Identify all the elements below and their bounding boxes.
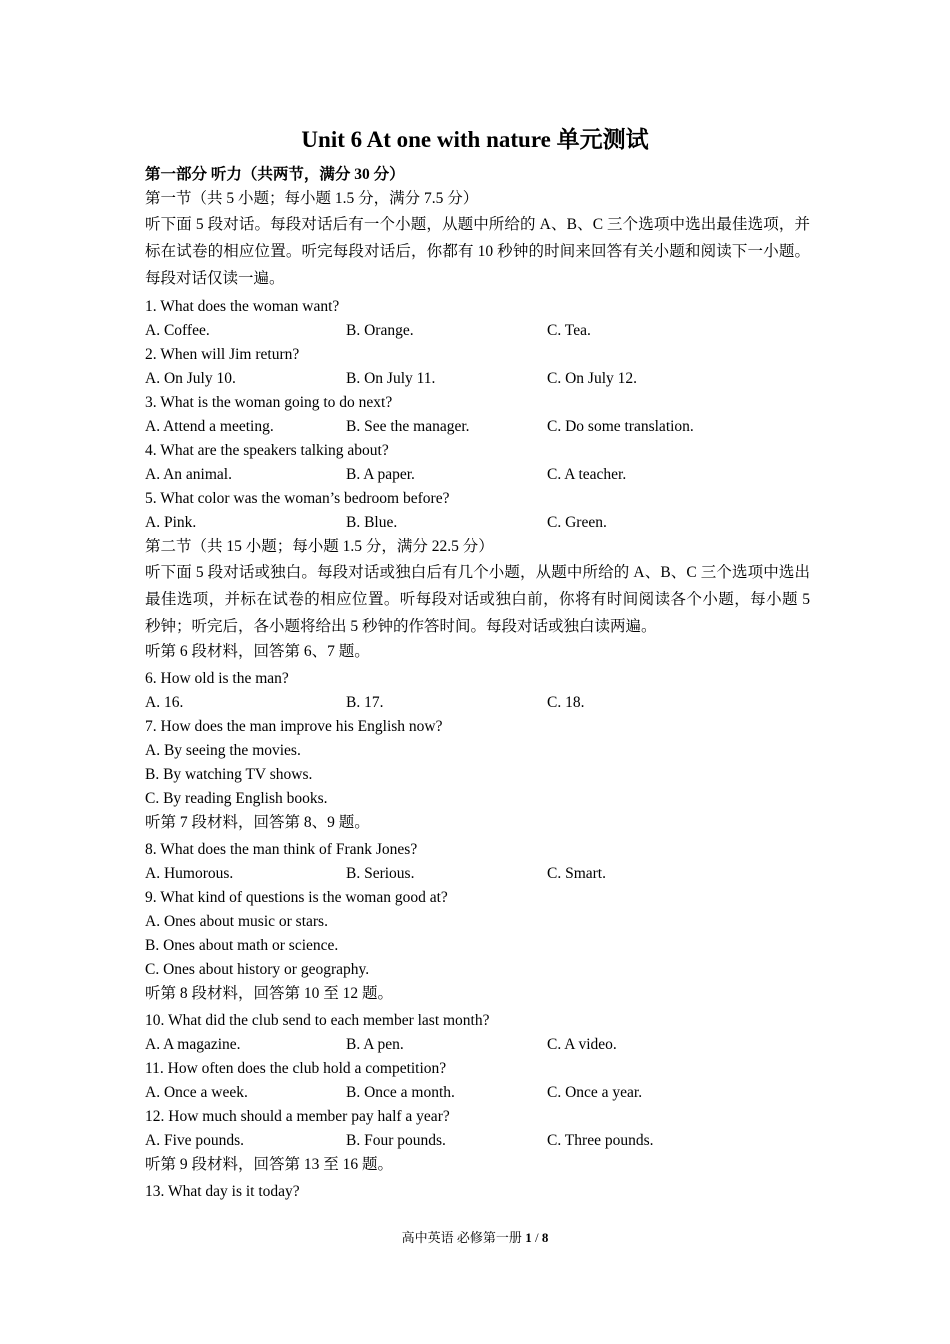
question-12: 12. How much should a member pay half a year? <box>145 1108 450 1125</box>
option-a: A. Five pounds. <box>145 1132 245 1149</box>
footer-label: 高中英语 必修第一册 <box>401 1230 522 1245</box>
page-footer <box>0 1228 950 1248</box>
option-c: C. Smart. <box>547 865 606 882</box>
option-a: A. Attend a meeting. <box>145 418 274 435</box>
option-a: A. Coffee. <box>145 322 210 339</box>
page-number: 1 <box>525 1230 532 1245</box>
question-5-options <box>145 511 810 535</box>
question-10: 10. What did the club send to each member last month? <box>145 1012 490 1029</box>
section1-heading: 第一节（共 5 小题；每小题 1.5 分，满分 7.5 分） <box>145 190 479 207</box>
material-7-heading: 听第 7 段材料，回答第 8、9 题。 <box>145 814 370 831</box>
material-8-heading: 听第 8 段材料，回答第 10 至 12 题。 <box>145 985 394 1002</box>
question-13: 13. What day is it today? <box>145 1183 300 1200</box>
question-2: 2. When will Jim return? <box>145 346 300 363</box>
option-b: B. See the manager. <box>346 418 470 435</box>
material-6-heading: 听第 6 段材料，回答第 6、7 题。 <box>145 643 370 660</box>
option-b: B. Ones about math or science. <box>145 937 339 954</box>
option-b: B. Once a month. <box>346 1084 455 1101</box>
material-9-heading: 听第 9 段材料，回答第 13 至 16 题。 <box>145 1156 394 1173</box>
option-a: A. Humorous. <box>145 865 234 882</box>
option-c: C. 18. <box>547 694 585 711</box>
question-8: 8. What does the man think of Frank Jones? <box>145 841 418 858</box>
option-c: C. Three pounds. <box>547 1132 654 1149</box>
question-1-options <box>145 319 810 343</box>
question-11: 11. How often does the club hold a competition? <box>145 1060 447 1077</box>
option-a: A. An animal. <box>145 466 232 483</box>
option-b: B. Blue. <box>346 514 398 531</box>
question-4: 4. What are the speakers talking about? <box>145 442 389 459</box>
page-title: Unit 6 At one with nature 单元测试 <box>301 127 649 152</box>
option-b: B. A pen. <box>346 1036 404 1053</box>
option-b: B. On July 11. <box>346 370 436 387</box>
option-c: C. Do some translation. <box>547 418 694 435</box>
question-3: 3. What is the woman going to do next? <box>145 394 393 411</box>
option-a: A. Once a week. <box>145 1084 248 1101</box>
question-2-options <box>145 367 810 391</box>
option-b: B. Four pounds. <box>346 1132 446 1149</box>
option-c: C. Ones about history or geography. <box>145 961 370 978</box>
option-c: C. Tea. <box>547 322 591 339</box>
option-b: B. By watching TV shows. <box>145 766 313 783</box>
option-a: A. On July 10. <box>145 370 236 387</box>
option-b: B. Orange. <box>346 322 414 339</box>
question-6: 6. How old is the man? <box>145 670 289 687</box>
section2-instructions: 听下面 5 段对话或独白。每段对话或独白后有几个小题，从题中所给的 A、B、C 三个选项中选出最佳选项，并标在试卷的相应位置。听每段对话或独白前，你将有时间阅读各个小题，每小题 5 秒钟；听完后，各小题将给出 5 秒钟的作答时间。每段对话或独白读两遍。 <box>145 564 810 635</box>
option-c: C. On July 12. <box>547 370 637 387</box>
option-a: A. 16. <box>145 694 184 711</box>
option-c: C. A video. <box>547 1036 617 1053</box>
option-a: A. Pink. <box>145 514 197 531</box>
option-c: C. A teacher. <box>547 466 627 483</box>
option-a: A. By seeing the movies. <box>145 742 301 759</box>
option-a: A. A magazine. <box>145 1036 241 1053</box>
section2-heading: 第二节（共 15 小题；每小题 1.5 分，满分 22.5 分） <box>145 538 494 555</box>
question-9: 9. What kind of questions is the woman good at? <box>145 889 448 906</box>
question-10-options <box>145 1033 810 1057</box>
question-12-options <box>145 1129 810 1153</box>
option-a: A. Ones about music or stars. <box>145 913 328 930</box>
page-separator: / <box>534 1230 539 1245</box>
option-b: B. 17. <box>346 694 384 711</box>
question-11-options <box>145 1081 810 1105</box>
document-body <box>145 163 810 1204</box>
option-c: C. Green. <box>547 514 607 531</box>
option-b: B. A paper. <box>346 466 415 483</box>
option-c: C. Once a year. <box>547 1084 643 1101</box>
question-8-options <box>145 862 810 886</box>
question-4-options <box>145 463 810 487</box>
question-5: 5. What color was the woman’s bedroom before? <box>145 490 450 507</box>
question-7: 7. How does the man improve his English now? <box>145 718 443 735</box>
option-c: C. By reading English books. <box>145 790 328 807</box>
question-1: 1. What does the woman want? <box>145 298 340 315</box>
option-b: B. Serious. <box>346 865 415 882</box>
question-3-options <box>145 415 810 439</box>
part1-heading: 第一部分 听力（共两节，满分 30 分） <box>145 166 405 183</box>
section1-instructions: 听下面 5 段对话。每段对话后有一个小题，从题中所给的 A、B、C 三个选项中选出最佳选项，并标在试卷的相应位置。听完每段对话后，你都有 10 秒钟的时间来回答有关小题和阅读下一小题。每段对话仅读一遍。 <box>145 216 810 287</box>
page-total: 8 <box>541 1230 549 1245</box>
question-6-options <box>145 691 810 715</box>
